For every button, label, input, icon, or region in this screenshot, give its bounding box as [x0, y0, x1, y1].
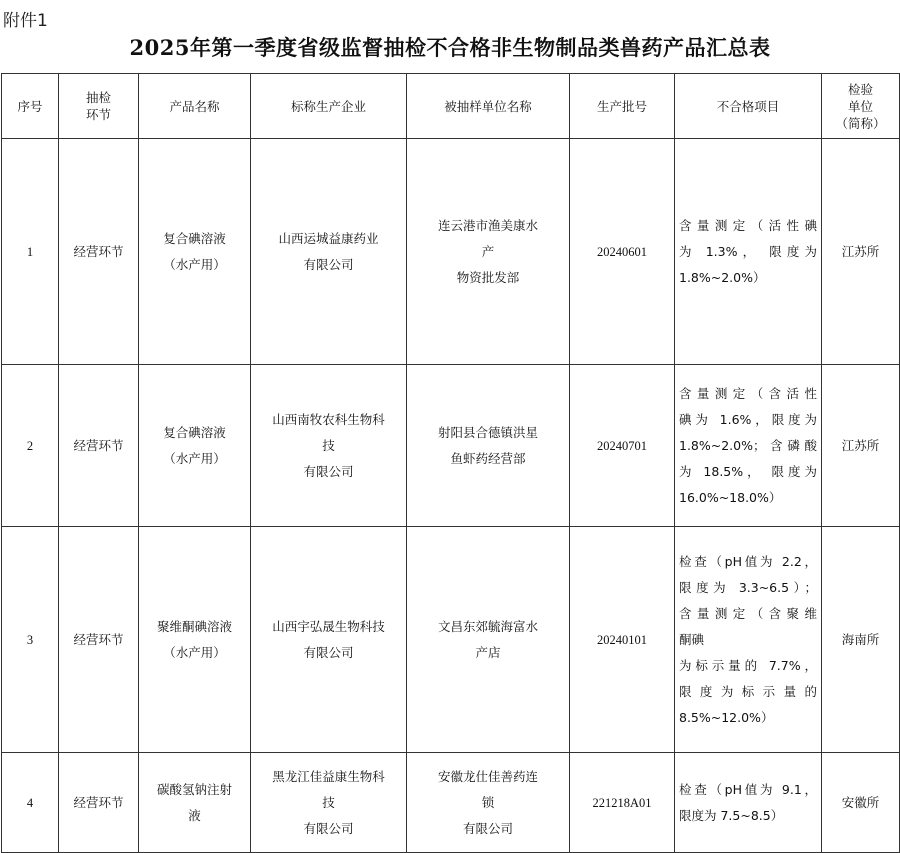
cell-line: 复合碘溶液: [163, 230, 226, 246]
cell-batch: 20240101: [570, 527, 675, 753]
cell-line: 技: [322, 437, 335, 453]
cell-manufacturer: [251, 139, 407, 365]
header-lab-line: 单位: [847, 98, 873, 114]
annex-label: 附件1: [3, 11, 48, 31]
cell-line: 限度为 3.3~6.5）；: [679, 579, 817, 595]
cell-line: 限度为标示量的: [679, 683, 817, 699]
cell-stage: 经营环节: [59, 365, 139, 527]
cell-line: 16.0%~18.0%）: [679, 489, 782, 505]
cell-line: 文昌东郊毓海富水: [437, 618, 538, 634]
header-seq: 序号: [2, 74, 59, 139]
cell-line: 产店: [475, 644, 501, 660]
cell-defect: [675, 365, 822, 527]
cell-line: 山西运城益康药业: [278, 230, 379, 246]
cell-line: 含量测定（含活性: [679, 385, 817, 401]
cell-product: [139, 527, 251, 753]
cell-line: 鱼虾药经营部: [450, 450, 526, 466]
header-lab-line: （简称）: [835, 115, 886, 131]
cell-stage: 经营环节: [59, 139, 139, 365]
header-manufacturer: 标称生产企业: [251, 74, 407, 139]
cell-line: 含量测定（活性碘: [679, 217, 817, 233]
cell-line: 限度为 7.5~8.5）: [679, 807, 784, 823]
cell-line: 有限公司: [303, 256, 354, 272]
header-row: [2, 74, 900, 139]
header-lab: [822, 74, 900, 139]
cell-line: 射阳县合德镇洪星: [437, 424, 538, 440]
cell-line: 山西南牧农科生物科: [272, 411, 385, 427]
cell-line: 聚维酮碘溶液: [156, 618, 232, 634]
cell-batch: 20240601: [570, 139, 675, 365]
cell-line: 复合碘溶液: [163, 424, 226, 440]
cell-sampled-unit: [407, 365, 570, 527]
cell-line: 产: [481, 243, 495, 259]
cell-lab: 安徽所: [822, 753, 900, 853]
header-stage: [59, 74, 139, 139]
cell-product: [139, 365, 251, 527]
cell-line: 碳酸氢钠注射: [156, 781, 232, 797]
header-batch: 生产批号: [570, 74, 675, 139]
cell-sampled-unit: [407, 139, 570, 365]
cell-line: 物资批发部: [456, 269, 520, 285]
cell-line: 酮碘: [679, 631, 705, 647]
cell-product: [139, 139, 251, 365]
header-lab-line: 检验: [847, 81, 873, 97]
cell-seq: 4: [2, 753, 59, 853]
summary-table: [1, 73, 900, 853]
page-title: 2025年第一季度省级监督抽检不合格非生物制品类兽药产品汇总表: [129, 35, 771, 60]
cell-line: 1.8%~2.0%）: [679, 269, 766, 285]
header-sampled-unit: 被抽样单位名称: [407, 74, 570, 139]
cell-line: 液: [188, 807, 201, 823]
cell-batch: 221218A01: [570, 753, 675, 853]
table-row: [2, 139, 900, 365]
cell-line: 有限公司: [303, 463, 354, 479]
cell-line: 为 1.3%， 限度为: [679, 243, 817, 259]
cell-product: [139, 753, 251, 853]
cell-seq: 3: [2, 527, 59, 753]
cell-line: （水产用）: [163, 644, 226, 660]
cell-sampled-unit: [407, 527, 570, 753]
cell-lab: 江苏所: [822, 365, 900, 527]
cell-line: （水产用）: [163, 450, 226, 466]
cell-lab: 海南所: [822, 527, 900, 753]
cell-batch: 20240701: [570, 365, 675, 527]
header-stage-line: 抽检: [85, 90, 111, 105]
cell-seq: 1: [2, 139, 59, 365]
cell-line: 为 18.5%， 限度为: [679, 463, 817, 479]
cell-line: 有限公司: [303, 820, 354, 836]
cell-manufacturer: [251, 753, 407, 853]
cell-seq: 2: [2, 365, 59, 527]
header-product: 产品名称: [139, 74, 251, 139]
cell-line: 有限公司: [462, 820, 513, 836]
table-row: [2, 527, 900, 753]
cell-lab: 江苏所: [822, 139, 900, 365]
header-stage-line: 环节: [85, 107, 111, 122]
cell-line: 安徽龙仕佳善药连: [437, 768, 538, 784]
cell-line: 8.5%~12.0%）: [679, 709, 774, 725]
cell-stage: 经营环节: [59, 527, 139, 753]
cell-line: 连云港市渔美康水: [437, 217, 538, 233]
cell-manufacturer: [251, 365, 407, 527]
cell-line: 有限公司: [303, 644, 354, 660]
cell-line: 碘为 1.6%，限度为: [679, 411, 817, 427]
cell-line: 检查（pH值为 9.1，: [679, 781, 817, 797]
cell-manufacturer: [251, 527, 407, 753]
cell-line: 技: [322, 794, 335, 810]
table-row: [2, 753, 900, 853]
cell-defect: [675, 139, 822, 365]
cell-line: （水产用）: [163, 256, 226, 272]
cell-line: 检查（pH值为 2.2，: [679, 553, 817, 569]
cell-line: 1.8%~2.0%；含磷酸: [679, 437, 817, 453]
cell-line: 为标示量的 7.7%，: [679, 657, 817, 673]
cell-line: 黑龙江佳益康生物科: [272, 768, 385, 784]
cell-line: 含量测定（含聚维: [679, 605, 817, 621]
cell-sampled-unit: [407, 753, 570, 853]
cell-stage: 经营环节: [59, 753, 139, 853]
header-defect: 不合格项目: [675, 74, 822, 139]
cell-line: 锁: [481, 794, 495, 810]
cell-line: 山西宇弘晟生物科技: [272, 618, 385, 634]
cell-defect: [675, 527, 822, 753]
cell-defect: [675, 753, 822, 853]
table-row: [2, 365, 900, 527]
